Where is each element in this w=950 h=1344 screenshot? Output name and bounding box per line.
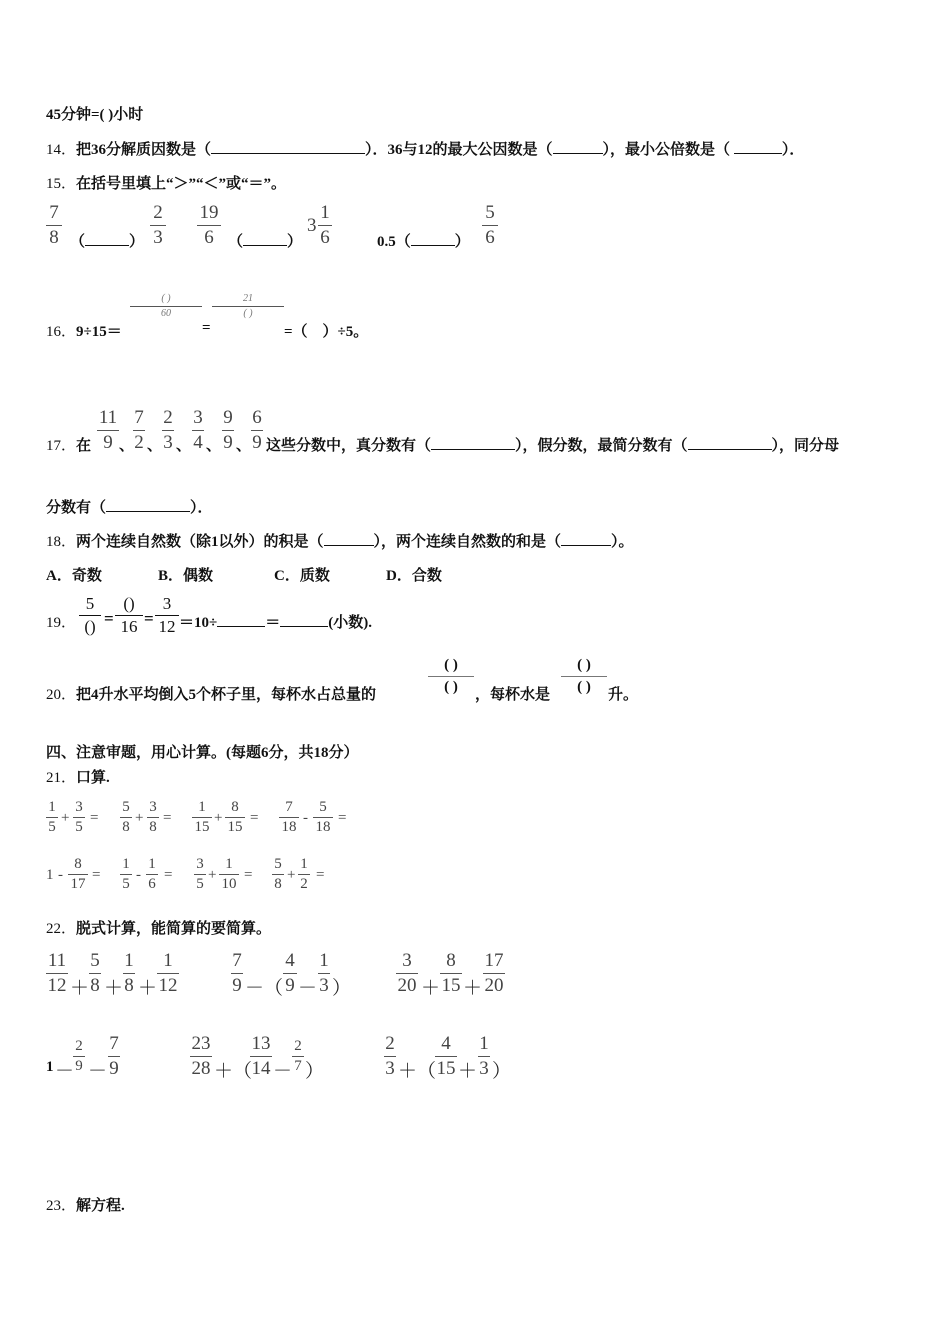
fraction: 1 12 <box>158 950 178 996</box>
operator: ＋ <box>138 978 158 999</box>
answer-blank[interactable] <box>280 626 328 627</box>
fraction: 3 4 <box>193 407 203 453</box>
separator: 、 <box>236 438 252 454</box>
fraction: 9 9 <box>223 407 233 453</box>
question-23: 23．解方程. <box>46 1198 125 1214</box>
question-number: 23． <box>46 1198 77 1214</box>
q14-text-a: 把36分解质因数是（ <box>76 142 212 158</box>
top-line: 45分钟=( )小时 <box>46 107 144 123</box>
equals-sign: = <box>338 810 347 826</box>
fraction: 8 15 <box>225 799 245 837</box>
fraction: 17 20 <box>484 950 504 996</box>
fraction: 3 12 <box>155 594 179 636</box>
equals-sign: = <box>202 320 211 336</box>
fraction: 2 9 <box>73 1038 85 1076</box>
question-14 <box>46 138 804 159</box>
fraction: 1 15 <box>192 799 212 837</box>
fraction: 3 8 <box>147 799 159 837</box>
equals-sign: = <box>250 810 259 826</box>
answer-blank[interactable] <box>411 245 455 246</box>
fraction: 2 7 <box>292 1038 304 1076</box>
answer-blank[interactable] <box>734 153 782 154</box>
option-b[interactable]: B．偶数 <box>158 568 214 584</box>
question-number: 16． <box>46 324 77 340</box>
answer-blank[interactable] <box>561 545 611 546</box>
question-number: 21． <box>46 770 77 786</box>
fraction-image-2: 21 ( ) <box>212 293 284 319</box>
fraction: 1 8 <box>124 950 134 996</box>
compare-item-3: 0.5（ ） <box>377 234 470 250</box>
fraction: 6 9 <box>252 407 262 453</box>
separator: 、 <box>147 438 163 454</box>
operator: ＋（ <box>398 1061 437 1082</box>
fraction: 19 6 <box>197 202 221 249</box>
answer-blank[interactable] <box>106 511 190 512</box>
separator: 、 <box>206 438 222 454</box>
fraction: 1 3 <box>479 1033 489 1079</box>
option-c[interactable]: C．质数 <box>274 568 330 584</box>
question-20: 20．把4升水平均倒入5个杯子里，每杯水占总量的 <box>46 687 377 703</box>
q16-text-b: =（ ）÷5。 <box>284 324 369 340</box>
operator: ） <box>492 1061 512 1082</box>
option-d[interactable]: D．合数 <box>386 568 442 584</box>
fraction: 5 8 <box>90 950 100 996</box>
question-17-b: 这些分数中，真分数有（ ），假分数，最简分数有（ ），同分母 <box>266 438 840 454</box>
q14-text-d: ）． <box>781 142 805 158</box>
answer-blank[interactable] <box>688 449 772 450</box>
separator: 、 <box>119 438 135 454</box>
question-18: 18．两个连续自然数（除1以外）的积是（ ），两个连续自然数的和是（ ）。 <box>46 534 634 550</box>
fraction: 1 3 <box>319 950 329 996</box>
q15-text: 在括号里填上“＞”“＜”或“＝”。 <box>76 176 287 192</box>
q14-text-c: ），最小公倍数是（ <box>602 142 734 158</box>
answer-blank[interactable] <box>211 153 365 154</box>
fraction: 7 8 <box>46 202 62 249</box>
q20-text-c: 升。 <box>608 687 639 703</box>
fraction-image-1: ( ) 60 <box>130 293 202 319</box>
operator: － <box>298 978 318 999</box>
question-number: 14． <box>46 142 77 158</box>
operator: ） <box>305 1061 325 1082</box>
question-22: 22．脱式计算，能简算的要简算。 <box>46 921 272 937</box>
fraction: 5 8 <box>272 856 284 894</box>
integer: 1 <box>46 867 54 883</box>
question-21: 21．口算. <box>46 770 110 786</box>
fraction: 2 3 <box>150 202 166 249</box>
question-19-number: 19． <box>46 615 77 631</box>
fraction: 7 2 <box>134 407 144 453</box>
question-16: 16．9÷15＝ <box>46 324 122 340</box>
operator: ＋ <box>463 978 483 999</box>
fraction: 4 15 <box>436 1033 456 1079</box>
question-17-a: 17．在 <box>46 438 92 454</box>
fraction: 7 9 <box>109 1033 119 1079</box>
fraction: 8 17 <box>68 856 88 894</box>
fraction: 1 10 <box>219 856 239 894</box>
operator: － <box>273 1061 293 1082</box>
question-number: 18． <box>46 534 77 550</box>
fraction: 7 18 <box>279 799 299 837</box>
operator: ＋ <box>421 978 441 999</box>
equals-sign: = <box>104 609 114 628</box>
fraction: 1 5 <box>120 856 132 894</box>
fraction: 4 9 <box>283 950 297 997</box>
equals-sign: = <box>92 867 101 883</box>
operator: + <box>135 810 144 826</box>
operator: ＋ <box>70 978 90 999</box>
operator: －（ <box>245 978 284 999</box>
answer-blank[interactable] <box>217 626 265 627</box>
operator: - <box>58 867 63 883</box>
answer-blank[interactable] <box>324 545 374 546</box>
integer: 1 <box>46 1059 54 1075</box>
fraction: 1 2 <box>298 856 310 894</box>
operator: ＋ <box>458 1061 478 1082</box>
equals-sign: = <box>316 867 325 883</box>
fraction: 11 9 <box>98 407 118 453</box>
fraction: 2 3 <box>163 407 173 453</box>
operator: + <box>208 867 217 883</box>
compare-blank[interactable]: （ ） <box>70 234 145 250</box>
equals-sign: = <box>163 810 172 826</box>
operator: ＋ <box>104 978 124 999</box>
operator: + <box>214 810 223 826</box>
operator: ） <box>332 978 352 999</box>
q20-text-b: ，每杯水是 <box>475 687 551 703</box>
operator: + <box>287 867 296 883</box>
fraction: 5 () <box>79 594 101 636</box>
fraction: () 16 <box>115 594 143 636</box>
answer-fraction[interactable]: ( ) ( ) <box>561 657 607 696</box>
answer-blank[interactable] <box>553 153 603 154</box>
fraction: 7 9 <box>232 950 242 996</box>
fraction: 2 3 <box>385 1033 395 1079</box>
question-number: 17． <box>46 438 77 454</box>
question-number: 22． <box>46 921 77 937</box>
fraction: 3 5 <box>194 856 206 894</box>
equals-sign: = <box>164 867 173 883</box>
operator: - <box>303 810 308 826</box>
fraction: 8 15 <box>441 950 461 996</box>
operator: － <box>88 1061 108 1082</box>
question-17-c: 分数有（ ）． <box>46 500 213 516</box>
equals-sign: = <box>144 609 154 628</box>
question-19-tail: ＝10÷ ＝ (小数). <box>179 615 372 631</box>
fraction: 1 5 <box>46 799 58 837</box>
fraction: 5 18 <box>313 799 333 837</box>
fraction: 1 6 <box>318 202 332 249</box>
operator: + <box>61 810 70 826</box>
answer-blank[interactable] <box>431 449 515 450</box>
fraction: 13 14 <box>251 1033 271 1079</box>
fraction: 3 5 <box>73 799 85 837</box>
fraction: 1 6 <box>146 856 158 894</box>
fraction: 3 20 <box>397 950 417 996</box>
mixed-number-integer: 3 <box>307 215 317 236</box>
question-number: 15． <box>46 176 77 192</box>
equals-sign: = <box>244 867 253 883</box>
question-number: 20． <box>46 687 77 703</box>
operator: ＋（ <box>214 1061 253 1082</box>
fraction: 23 28 <box>191 1033 211 1079</box>
separator: 、 <box>176 438 192 454</box>
fraction: 5 6 <box>482 202 498 249</box>
q14-text-b: ）．36与12的最大公因数是（ <box>365 142 553 158</box>
question-15 <box>46 172 286 193</box>
answer-fraction[interactable]: ( ) ( ) <box>428 657 474 696</box>
compare-blank[interactable]: （ ） <box>228 234 303 250</box>
equals-sign: = <box>90 810 99 826</box>
section-4-title: 四、注意审题，用心计算。(每题6分，共18分） <box>46 745 359 761</box>
fraction: 11 12 <box>47 950 67 996</box>
operator: － <box>55 1061 75 1082</box>
fraction: 5 8 <box>120 799 132 837</box>
operator: - <box>136 867 141 883</box>
option-a[interactable]: A．奇数 <box>46 568 102 584</box>
